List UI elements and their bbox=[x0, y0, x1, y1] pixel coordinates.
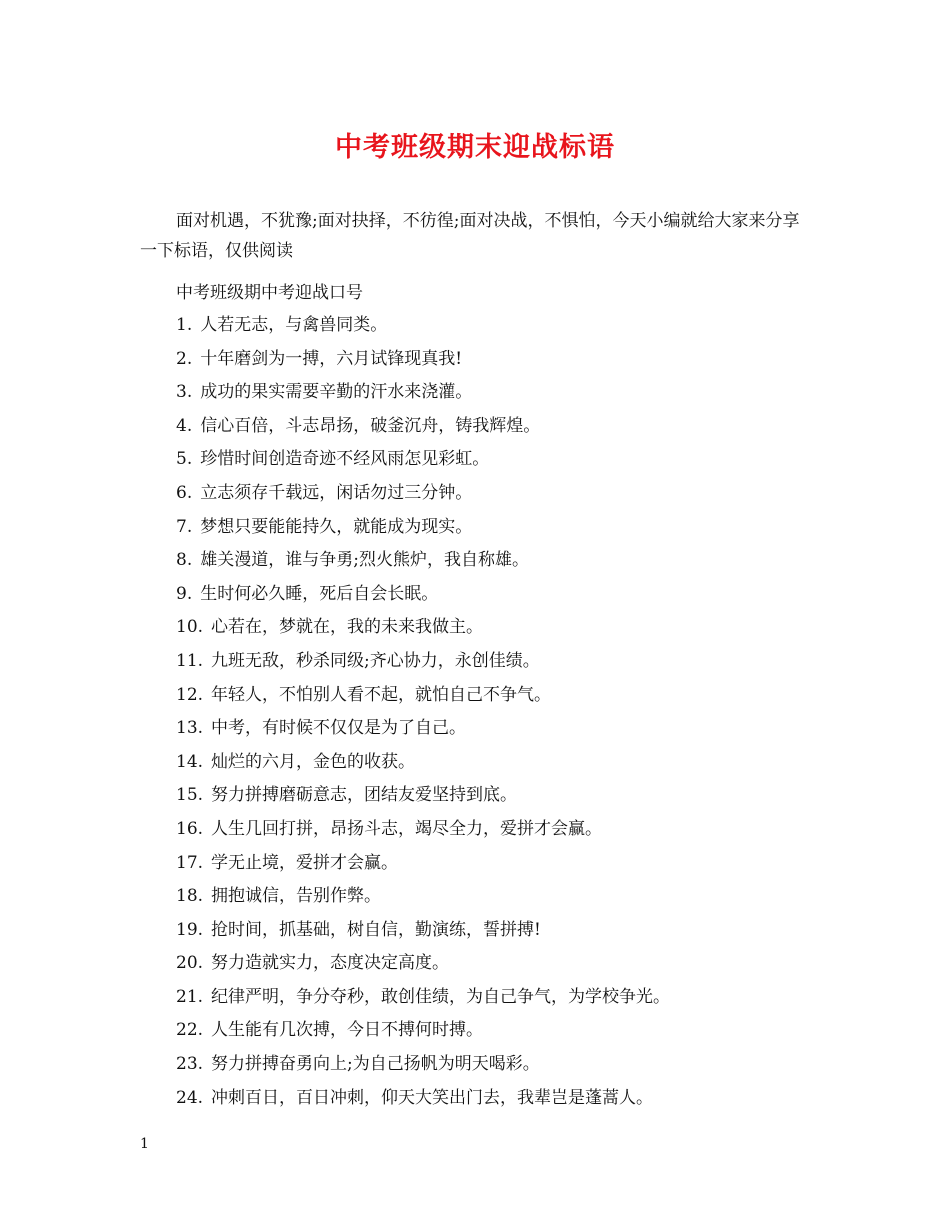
item-number: 13. bbox=[176, 718, 204, 739]
item-text: 努力拼搏磨砺意志，团结友爱坚持到底。 bbox=[211, 785, 518, 806]
item-number: 3. bbox=[176, 382, 193, 403]
item-number: 24. bbox=[176, 1087, 204, 1108]
list-item bbox=[176, 713, 670, 747]
item-text: 灿烂的六月，金色的收获。 bbox=[211, 751, 416, 772]
list-item bbox=[176, 579, 670, 613]
item-text: 努力造就实力，态度决定高度。 bbox=[211, 953, 450, 974]
item-text: 珍惜时间创造奇迹不经风雨怎见彩虹。 bbox=[200, 449, 490, 470]
list-item bbox=[176, 948, 670, 982]
item-number: 8. bbox=[176, 550, 193, 571]
list-item bbox=[176, 814, 670, 848]
document-title: 中考班级期末迎战标语 bbox=[335, 132, 615, 163]
item-number: 18. bbox=[176, 886, 204, 907]
item-text: 心若在，梦就在，我的未来我做主。 bbox=[211, 617, 484, 638]
item-number: 21. bbox=[176, 986, 204, 1007]
list-item bbox=[176, 915, 670, 949]
item-number: 10. bbox=[176, 617, 204, 638]
item-text: 梦想只要能能持久，就能成为现实。 bbox=[200, 516, 473, 537]
item-number: 6. bbox=[176, 482, 193, 503]
item-number: 5. bbox=[176, 449, 193, 470]
item-text: 中考，有时候不仅仅是为了自己。 bbox=[211, 718, 467, 739]
item-text: 信心百倍，斗志昂扬，破釜沉舟，铸我辉煌。 bbox=[200, 415, 541, 436]
item-text: 抢时间，抓基础，树自信，勤演练，誓拼搏! bbox=[211, 919, 541, 940]
item-number: 7. bbox=[176, 516, 193, 537]
list-item bbox=[176, 344, 670, 378]
item-text: 人若无志，与禽兽同类。 bbox=[200, 315, 388, 335]
item-text: 学无止境，爱拼才会赢。 bbox=[211, 852, 399, 873]
item-number: 14. bbox=[176, 751, 204, 772]
item-text: 年轻人，不怕别人看不起，就怕自己不争气。 bbox=[211, 684, 552, 705]
list-item bbox=[176, 780, 670, 814]
item-number: 23. bbox=[176, 1054, 204, 1075]
list-item bbox=[176, 680, 670, 714]
item-text: 成功的果实需要辛勤的汗水来浇灌。 bbox=[200, 382, 473, 403]
item-number: 17. bbox=[176, 852, 204, 873]
item-text: 生时何必久睡，死后自会长眠。 bbox=[200, 583, 439, 604]
list-item bbox=[176, 310, 670, 344]
item-text: 九班无敌，秒杀同级;齐心协力，永创佳绩。 bbox=[211, 650, 540, 671]
list-item bbox=[176, 545, 670, 579]
item-number: 9. bbox=[176, 583, 193, 604]
list-item bbox=[176, 881, 670, 915]
item-number: 1. bbox=[176, 315, 193, 335]
item-number: 12. bbox=[176, 684, 204, 705]
item-text: 冲刺百日，百日冲刺，仰天大笑出门去，我辈岂是蓬蒿人。 bbox=[211, 1087, 654, 1108]
item-number: 2. bbox=[176, 348, 193, 369]
item-number: 20. bbox=[176, 953, 204, 974]
page-number: 1 bbox=[140, 1136, 149, 1152]
item-number: 11. bbox=[176, 650, 204, 671]
item-number: 22. bbox=[176, 1020, 204, 1041]
list-item bbox=[176, 1015, 670, 1049]
list-item bbox=[176, 377, 670, 411]
item-text: 努力拼搏奋勇向上;为自己扬帆为明天喝彩。 bbox=[211, 1054, 540, 1075]
section-heading: 中考班级期中考迎战口号 bbox=[176, 283, 363, 303]
list-item bbox=[176, 982, 670, 1016]
list-item bbox=[176, 747, 670, 781]
list-item bbox=[176, 444, 670, 478]
item-text: 十年磨剑为一搏，六月试锋现真我! bbox=[200, 348, 463, 369]
list-item bbox=[176, 1083, 670, 1117]
item-number: 16. bbox=[176, 818, 204, 839]
item-text: 立志须存千载远，闲话勿过三分钟。 bbox=[200, 482, 473, 503]
list-item bbox=[176, 612, 670, 646]
item-number: 19. bbox=[176, 919, 204, 940]
list-item bbox=[176, 411, 670, 445]
item-text: 雄关漫道，谁与争勇;烈火熊炉，我自称雄。 bbox=[200, 550, 529, 571]
list-item bbox=[176, 512, 670, 546]
item-number: 15. bbox=[176, 785, 204, 806]
slogan-list bbox=[176, 310, 670, 1116]
item-text: 拥抱诚信，告别作弊。 bbox=[211, 886, 382, 907]
item-text: 纪律严明，争分夺秒，敢创佳绩，为自己争气，为学校争光。 bbox=[211, 986, 671, 1007]
item-text: 人生几回打拼，昂扬斗志，竭尽全力，爱拼才会赢。 bbox=[211, 818, 603, 839]
list-item bbox=[176, 478, 670, 512]
list-item bbox=[176, 1049, 670, 1083]
list-item bbox=[176, 646, 670, 680]
intro-paragraph: 面对机遇，不犹豫;面对抉择，不彷徨;面对决战，不惧怕，今天小编就给大家来分享一下标语，仅供阅读 bbox=[140, 211, 800, 261]
item-number: 4. bbox=[176, 415, 193, 436]
item-text: 人生能有几次搏，今日不搏何时搏。 bbox=[211, 1020, 484, 1041]
list-item bbox=[176, 848, 670, 882]
